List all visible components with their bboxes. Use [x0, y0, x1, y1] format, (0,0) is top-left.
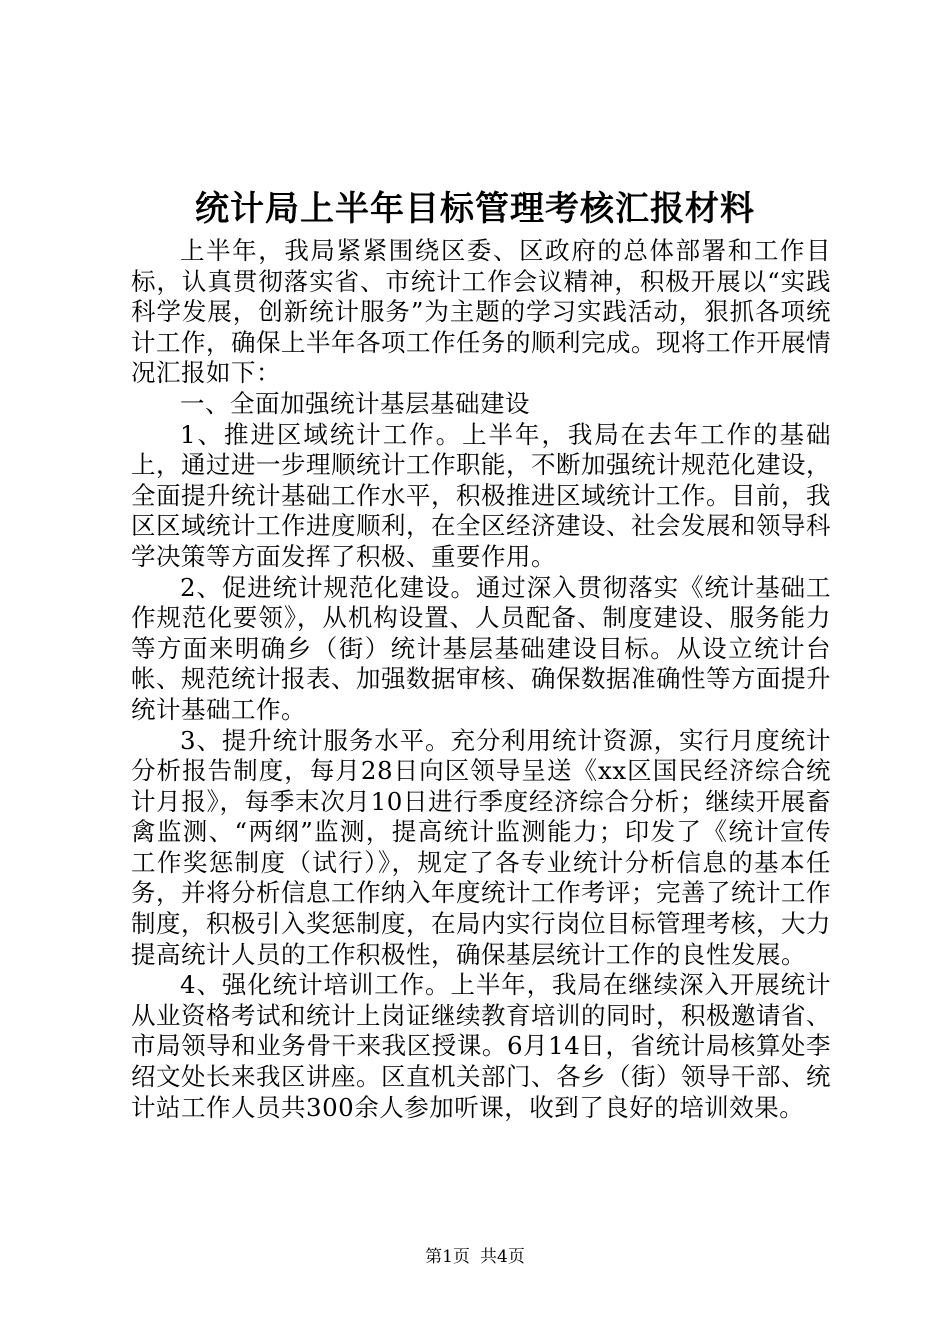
paragraph-intro: 上半年，我局紧紧围绕区委、区政府的总体部署和工作目标，认真贯彻落实省、市统计工作会议精神，积极开展以“实践科学发展，创新统计服务”为主题的学习实践活动，狠抓各项统计工作，确保上半年各项工作任务的顺利完成。现将工作开展情况汇报如下：: [131, 236, 831, 388]
section-heading-1: 一、全面加强统计基层基础建设: [180, 388, 530, 418]
paragraph-item-4: 4、强化统计培训工作。上半年，我局在继续深入开展统计从业资格考试和统计上岗证继续教育培训的同时，积极邀请省、市局领导和业务骨干来我区授课。6月14日，省统计局核算处李绍文处长来我区讲座。区直机关部门、各乡（街）领导干部、统计站工作人员共300余人参加听课，收到了良好的培训效果。: [131, 970, 831, 1122]
paragraph-item-1: 1、推进区域统计工作。上半年，我局在去年工作的基础上，通过进一步理顺统计工作职能，不断加强统计规范化建设，全面提升统计基础工作水平，积极推进区域统计工作。目前，我区区域统计工作进度顺利，在全区经济建设、社会发展和领导科学决策等方面发挥了积极、重要作用。: [131, 419, 831, 571]
page-footer: [0, 1245, 950, 1269]
paragraph-item-3: 3、提升统计服务水平。充分利用统计资源，实行月度统计分析报告制度，每月28日向区领导呈送《xx区国民经济综合统计月报》，每季末次月10日进行季度经济综合分析；继续开展畜禽监测、“两纲”监测，提高统计监测能力；印发了《统计宣传工作奖惩制度（试行）》，规定了各专业统计分析信息的基本任务，并将分析信息工作纳入年度统计工作考评；完善了统计工作制度，积极引入奖惩制度，在局内实行岗位目标管理考核，大力提高统计人员的工作积极性，确保基层统计工作的良性发展。: [131, 725, 831, 969]
document-body: [131, 236, 831, 1123]
page-number: 第1页: [425, 1247, 470, 1267]
document-title: 统计局上半年目标管理考核汇报材料: [195, 189, 755, 229]
page-total: 共4页: [480, 1247, 525, 1267]
paragraph-item-2: 2、促进统计规范化建设。通过深入贯彻落实《统计基础工作规范化要领》，从机构设置、人员配备、制度建设、服务能力等方面来明确乡（街）统计基层基础建设目标。从设立统计台帐、规范统计报表、加强数据审核、确保数据准确性等方面提升统计基础工作。: [131, 572, 831, 724]
